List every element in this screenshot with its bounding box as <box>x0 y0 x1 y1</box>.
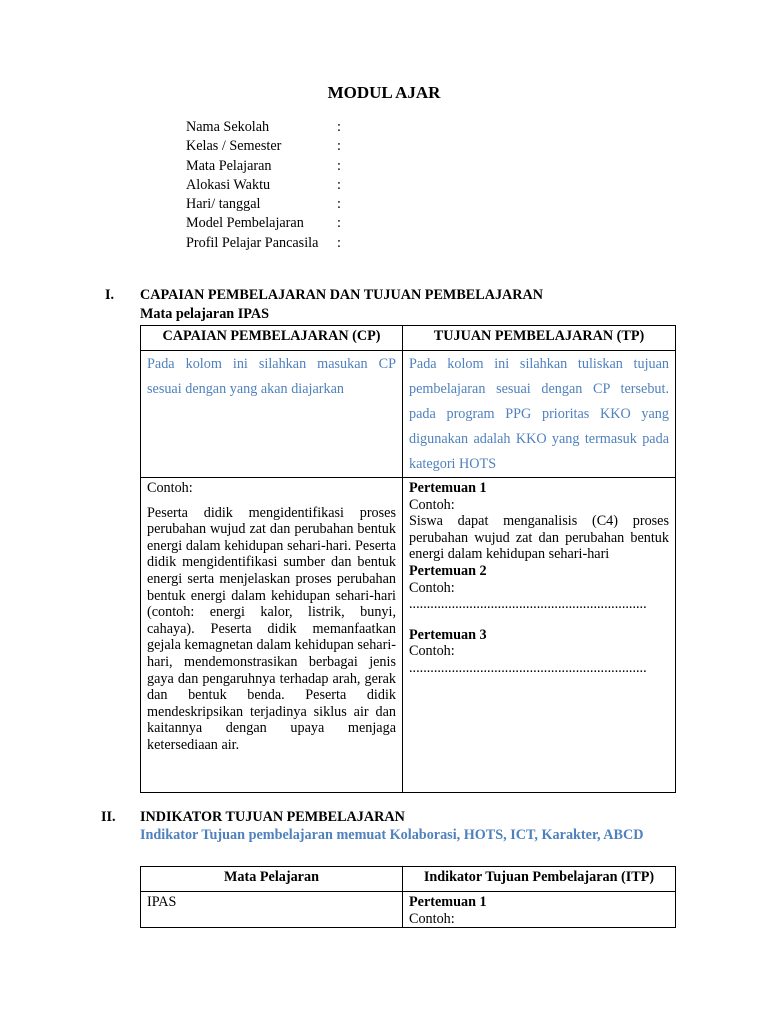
identity-label: Kelas / Semester <box>186 138 282 155</box>
meeting-label: Contoh: <box>409 496 455 513</box>
meeting-label: Contoh: <box>409 643 455 660</box>
table-header-row <box>141 867 676 892</box>
identity-colon: : <box>337 234 341 251</box>
table-row <box>141 892 676 928</box>
section-1-heading: CAPAIAN PEMBELAJARAN DAN TUJUAN PEMBELAJARAN <box>140 287 544 303</box>
identity-label: Hari/ tanggal <box>186 196 261 213</box>
meeting-text: Siswa dapat menganalisis (C4) proses perubahan wujud zat dan perubahan bentuk energi dalam kehidupan sehari-hari <box>409 513 669 563</box>
identity-row <box>186 118 341 137</box>
tp-instruction-cell: Pada kolom ini silahkan tuliskan tujuan pembelajaran sesuai dengan CP tersebut. pada program PPG prioritas KKO yang digunakan adalah KKO yang termasuk pada kategori HOTS <box>403 351 676 478</box>
tp-column-header: TUJUAN PEMBELAJARAN (TP) <box>403 326 676 351</box>
identity-colon: : <box>337 138 341 155</box>
identity-label: Model Pembelajaran <box>186 215 304 232</box>
page-title: MODUL AJAR <box>327 83 441 102</box>
cp-example-text: Peserta didik mengidentifikasi proses perubahan wujud zat dan perubahan bentuk energi dalam kehidupan sehari-hari. Peserta didik mengidentifikasi sumber dan bentuk energi serta menjelaskan proses perubahan bentuk energi dalam kehidupan sehari-hari (contoh: energi kalor, listrik, bunyi, cahaya). Peserta didik memanfaatkan gejala kemagnetan dalam kehidupan sehari-hari, mendemonstrasikan berbagai jenis gaya dan pengaruhnya terhadap arah, gerak dan bentuk benda. Peserta didik mendeskripsikan terjadinya siklus air dan kaitannya dengan upaya menjaga ketersediaan air. <box>147 504 396 753</box>
itp-column-header: Indikator Tujuan Pembelajaran (ITP) <box>403 867 676 892</box>
identity-colon: : <box>337 176 341 193</box>
identity-colon: : <box>337 157 341 174</box>
subject-column-header: Mata Pelajaran <box>141 867 403 892</box>
section-1-subheading: Mata pelajaran IPAS <box>140 306 269 322</box>
section-2-number: II. <box>101 809 116 825</box>
meeting-title: Pertemuan 3 <box>409 626 487 643</box>
meeting-dotted-line: ................................................................... <box>409 659 647 676</box>
meeting-title: Pertemuan 1 <box>409 894 487 910</box>
identity-label: Alokasi Waktu <box>186 176 271 193</box>
spacer <box>409 613 669 627</box>
identity-label: Mata Pelajaran <box>186 157 272 174</box>
section-2-note: Indikator Tujuan pembelajaran memuat Kolaborasi, HOTS, ICT, Karakter, ABCD <box>140 827 644 843</box>
identity-row <box>186 195 341 214</box>
cp-example-cell <box>141 478 403 793</box>
identity-row <box>186 214 341 233</box>
identity-row <box>186 137 341 156</box>
cp-tp-table <box>140 325 676 793</box>
identity-row <box>186 176 341 195</box>
identity-row <box>186 234 341 253</box>
cp-instruction-cell: Pada kolom ini silahkan masukan CP sesuai dengan yang akan diajarkan <box>141 351 403 478</box>
itp-table <box>140 866 676 928</box>
meeting-title: Pertemuan 2 <box>409 562 487 579</box>
subject-cell: IPAS <box>141 892 403 928</box>
identity-label: Nama Sekolah <box>186 119 270 135</box>
identity-block <box>186 118 341 253</box>
meeting-dotted-line: ................................................................... <box>409 596 647 613</box>
table-row <box>141 478 676 793</box>
cp-column-header: CAPAIAN PEMBELAJARAN (CP) <box>141 326 403 351</box>
identity-row <box>186 157 341 176</box>
itp-cell <box>403 892 676 928</box>
identity-colon: : <box>337 119 341 135</box>
identity-label: Profil Pelajar Pancasila <box>186 234 319 251</box>
meeting-label: Contoh: <box>409 910 455 927</box>
table-row <box>141 351 676 478</box>
section-1-number: I. <box>105 287 115 303</box>
tp-meetings-cell <box>403 478 676 793</box>
meeting-title: Pertemuan 1 <box>409 480 487 496</box>
cp-example-label: Contoh: <box>147 480 193 496</box>
meeting-label: Contoh: <box>409 579 455 596</box>
identity-colon: : <box>337 196 341 213</box>
section-2-heading: INDIKATOR TUJUAN PEMBELAJARAN <box>140 809 405 825</box>
identity-colon: : <box>337 215 341 232</box>
table-header-row <box>141 326 676 351</box>
